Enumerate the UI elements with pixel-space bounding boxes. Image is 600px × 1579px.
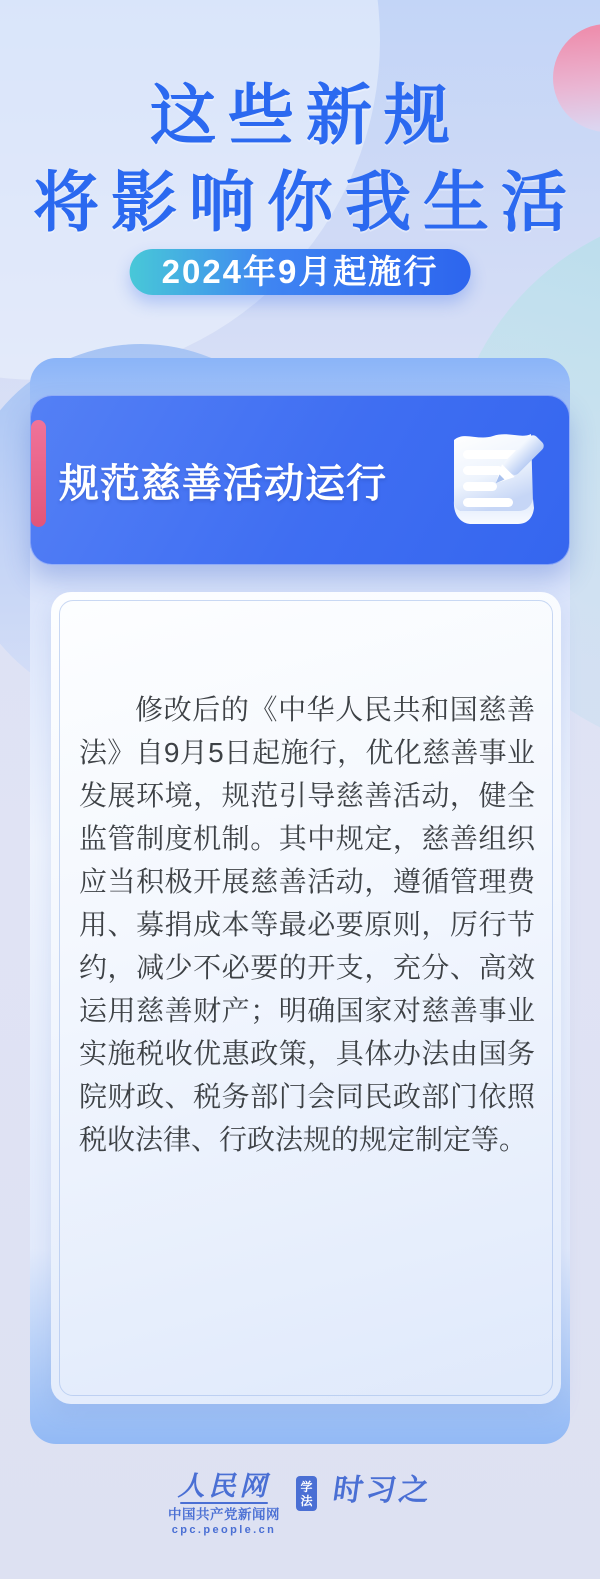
pink-accent-bar (31, 420, 46, 527)
cpc-news-site-name: 中国共产党新闻网 (168, 1507, 280, 1522)
document-pencil-icon (438, 425, 550, 537)
shixizhi-logo-text: 时习之 (330, 1474, 435, 1507)
page-title-line1: 这些新规 (150, 78, 462, 152)
section-title: 规范慈善活动运行 (59, 461, 387, 506)
body-text: 修改后的《中华人民共和国慈善法》自9月5日起施行，优化慈善事业发展环境，规范引导慈善活动，健全监管制度机制。其中规定，慈善组织应当积极开展慈善活动，遵循管理费用、募捐成本等最必要原则，厉行节约，减少不必要的开支，充分、高效运用慈善财产；明确国家对慈善事业实施税收优惠政策，具体办法由国务院财政、税务部门会同民政部门依照税收法律、行政法规的规定制定等。 (79, 694, 535, 1155)
body-card (51, 592, 561, 1404)
xuefa-badge (296, 1476, 317, 1511)
date-badge: 2024年9月起施行 (130, 249, 471, 295)
people-daily-online-logo (168, 1472, 280, 1537)
page-title (0, 72, 600, 246)
page-title-line2: 将影响你我生活 (33, 165, 579, 239)
people-net-logo-text: 人民网 (177, 1471, 271, 1501)
footer-logos (0, 1472, 600, 1537)
cpc-news-site-url: cpc.people.cn (171, 1524, 277, 1536)
xuefa-badge-bottom-char: 法 (300, 1493, 313, 1508)
main-card (30, 358, 570, 1444)
section-header-card (30, 395, 570, 565)
xuefa-badge-top-char: 学 (300, 1479, 313, 1494)
logo-underline (180, 1502, 268, 1504)
